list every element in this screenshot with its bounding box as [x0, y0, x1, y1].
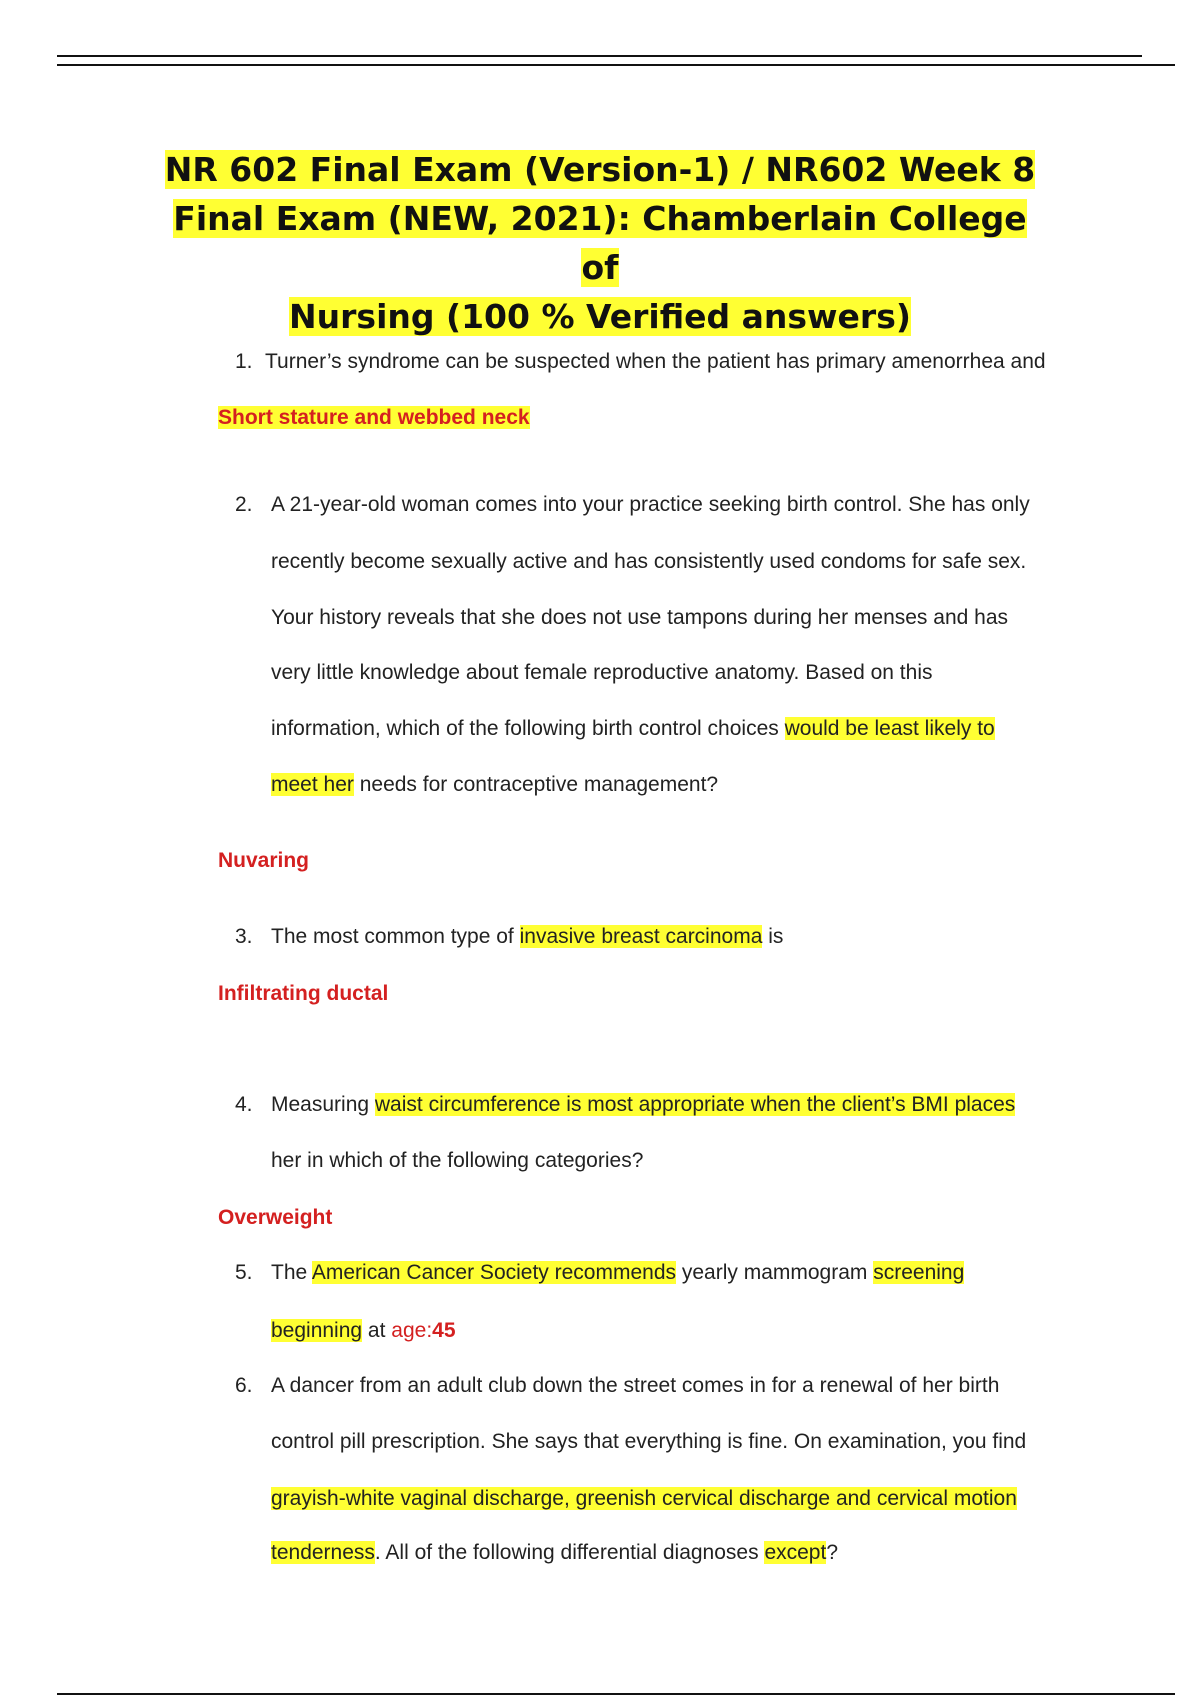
text-segment: is — [762, 925, 784, 948]
question-number: 1. — [235, 350, 253, 373]
text-segment: information, which of the following birth control choices — [271, 717, 785, 740]
answer-label: age: — [391, 1319, 433, 1342]
answer-value: 45 — [432, 1319, 456, 1342]
top-rule-1 — [57, 55, 1142, 57]
text-segment: A dancer from an adult club down the street comes in for a renewal of her birth — [271, 1374, 1000, 1397]
question-text-line — [271, 925, 783, 949]
answer-text — [218, 406, 530, 430]
question-text-line — [271, 661, 932, 685]
highlight-segment: beginning — [271, 1319, 363, 1342]
text-segment: control pill prescription. She says that everything is fine. On examination, you find — [271, 1430, 1027, 1453]
question-number: 2. — [235, 493, 253, 516]
bottom-rule — [57, 1693, 1175, 1695]
text-segment: The most common type of — [271, 925, 520, 948]
highlight-segment: screening — [873, 1261, 965, 1284]
highlight-segment: grayish-white vaginal discharge, greenish cervical discharge and cervical motion — [271, 1487, 1017, 1510]
question-text-line — [271, 1374, 999, 1398]
title-line-3: Nursing (100 % Verified answers) — [289, 297, 911, 336]
question-text-line — [271, 717, 995, 741]
question-text-line — [265, 350, 1046, 374]
highlight-segment: would be least likely to — [784, 717, 995, 740]
text-segment: needs for contraceptive management? — [353, 773, 719, 796]
highlight-segment: waist circumference is most appropriate when the client’s BMI places — [374, 1093, 1016, 1116]
question-text-line — [271, 606, 1008, 630]
top-rule-2 — [57, 64, 1175, 66]
text-segment: . All of the following differential diagnoses — [374, 1541, 765, 1564]
text-segment: very little knowledge about female reproductive anatomy. Based on this — [271, 661, 933, 684]
question-text-line — [271, 493, 1030, 517]
highlight-segment: except — [764, 1541, 827, 1564]
text-segment: her in which of the following categories? — [271, 1149, 644, 1172]
question-text-line — [271, 1261, 964, 1285]
question-text-line — [271, 1541, 838, 1565]
answer-text: Infiltrating ductal — [218, 982, 389, 1005]
highlight-segment: invasive breast carcinoma — [519, 925, 763, 948]
highlight-segment: American Cancer Society recommends — [311, 1261, 677, 1284]
text-segment: The — [271, 1261, 312, 1284]
question-number: 5. — [235, 1261, 253, 1284]
question-text-line — [271, 1487, 1017, 1511]
text-segment: Your history reveals that she does not use tampons during her menses and has — [271, 606, 1008, 629]
highlight-segment: tenderness — [271, 1541, 375, 1564]
answer-text: Overweight — [218, 1206, 333, 1229]
title-line-2: Final Exam (NEW, 2021): Chamberlain College of — [173, 199, 1027, 287]
question-text-line — [271, 1093, 1015, 1117]
text-segment: Turner’s syndrome can be suspected when the patient has primary amenorrhea and — [265, 350, 1046, 373]
text-segment: ? — [826, 1541, 838, 1564]
highlight-segment: meet her — [271, 773, 354, 796]
question-number: 6. — [235, 1374, 253, 1397]
text-segment: A 21-year-old woman comes into your practice seeking birth control. She has only — [271, 493, 1030, 516]
title-line-1: NR 602 Final Exam (Version-1) / NR602 Week 8 — [164, 150, 1036, 189]
text-segment: at — [362, 1319, 392, 1342]
text-segment: yearly mammogram — [676, 1261, 874, 1284]
question-text-line — [271, 550, 1026, 574]
text-segment: recently become sexually active and has consistently used condoms for safe sex. — [271, 550, 1027, 573]
question-text-line — [271, 1319, 456, 1343]
question-number: 4. — [235, 1093, 253, 1116]
question-text-line — [271, 1430, 1026, 1454]
text-segment: Measuring — [271, 1093, 375, 1116]
document-title — [150, 145, 1050, 341]
answer-text: Nuvaring — [218, 849, 310, 872]
answer-highlight: Short stature and webbed neck — [218, 406, 530, 429]
question-number: 3. — [235, 925, 253, 948]
question-text-line — [271, 773, 718, 797]
question-text-line — [271, 1149, 643, 1173]
